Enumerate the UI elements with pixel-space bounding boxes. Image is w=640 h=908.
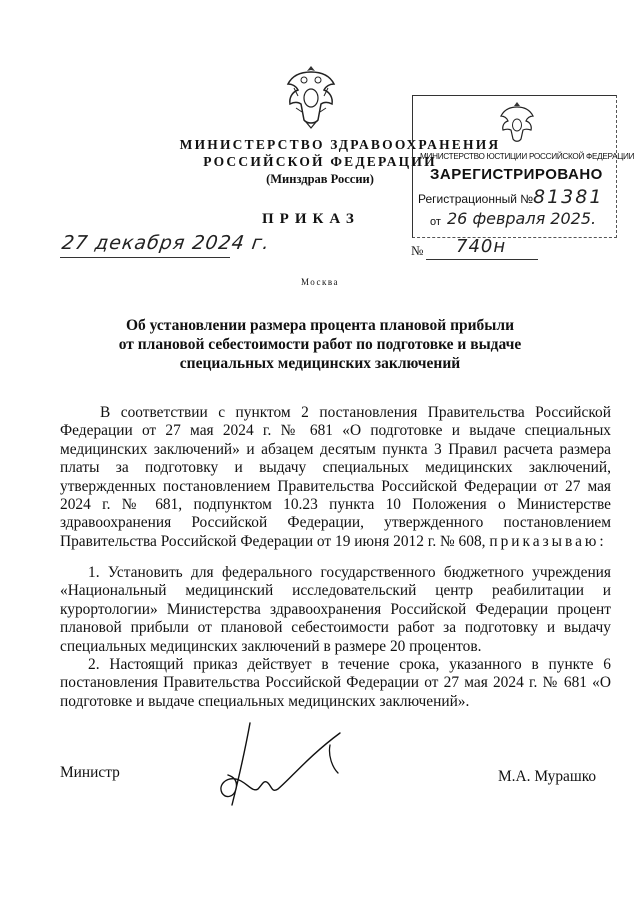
stamp-emblem: [498, 101, 536, 150]
stamp-from-label: от: [430, 216, 441, 228]
order-date: 27 декабря 2024 г.: [60, 232, 272, 254]
city: Москва: [301, 277, 339, 287]
date-underline: [60, 257, 230, 258]
paragraph-item-2: 2. Настоящий приказ действует в течение срока, указанного в пункте 6 постановления Правительства Российской Федерации от 27 мая 2024 г. № 681 «О подготовке и выдаче специальных медицинских заключений».: [60, 656, 611, 710]
paragraph-item-1: 1. Установить для федерального государственного бюджетного учреждения «Национальный медицинский исследовательский центр реабилитации и курортологии» Министерства здравоохранения Российской Федерации процент плановой прибыли от плановой себестоимости работ за подготовку и выдачу специальных медицинских заключений в размере 20 процентов.: [60, 564, 611, 655]
ministry-name-line2: РОССИЙСКОЙ ФЕДЕРАЦИИ: [203, 154, 437, 169]
order-command: приказываю:: [489, 532, 607, 550]
number-underline: [426, 259, 538, 260]
signatory-position: Министр: [60, 764, 120, 781]
preamble-text: В соответствии с пунктом 2 постановления Правительства Российской Федерации от 27 мая 2024 г. № 681 «О подготовке и выдаче специальных медицинских заключений» и абзацем десятым пункта 3 Правил расчета размера платы за подготовку и выдачу специальных медицинских заключений, утвержденных постановлением Правительства Российской Федерации от 27 мая 2024 г. № 681, подпунктом 10.23 пункта 10 Положения о Министерстве здравоохранения Российской Федерации, утвержденного постановлением Правительства Российской Федерации от 19 июня 2012 г. № 608,: [60, 404, 611, 550]
handwritten-signature: [180, 715, 360, 820]
title-line3: специальных медицинских заключений: [179, 355, 461, 372]
ministry-short-name: (Минздрав России): [266, 172, 374, 186]
document-type: ПРИКАЗ: [262, 211, 360, 227]
ministry-name-line1: МИНИСТЕРСТВО ЗДРАВООХРАНЕНИЯ: [179, 137, 501, 152]
stamp-reg-date: 26 февраля 2025.: [447, 209, 597, 228]
order-number: 740н: [456, 236, 507, 257]
stamp-reg-number: 81381: [533, 186, 604, 208]
stamp-ministry: МИНИСТЕРСТВО ЮСТИЦИИ РОССИЙСКОЙ ФЕДЕРАЦИИ: [420, 152, 635, 161]
title-line1: Об установлении размера процента плановой прибыли: [125, 317, 515, 334]
stamp-registered: ЗАРЕГИСТРИРОВАНО: [430, 166, 603, 183]
document-title: [0, 316, 640, 373]
signatory-name: М.А. Мурашко: [498, 768, 597, 785]
title-line2: от плановой себестоимости работ по подготовке и выдаче: [118, 336, 522, 353]
paragraph-preamble: [60, 404, 611, 551]
coat-of-arms-emblem: [282, 62, 340, 135]
number-sign: №: [411, 243, 424, 258]
stamp-reg-number-label: Регистрационный №: [418, 192, 534, 206]
